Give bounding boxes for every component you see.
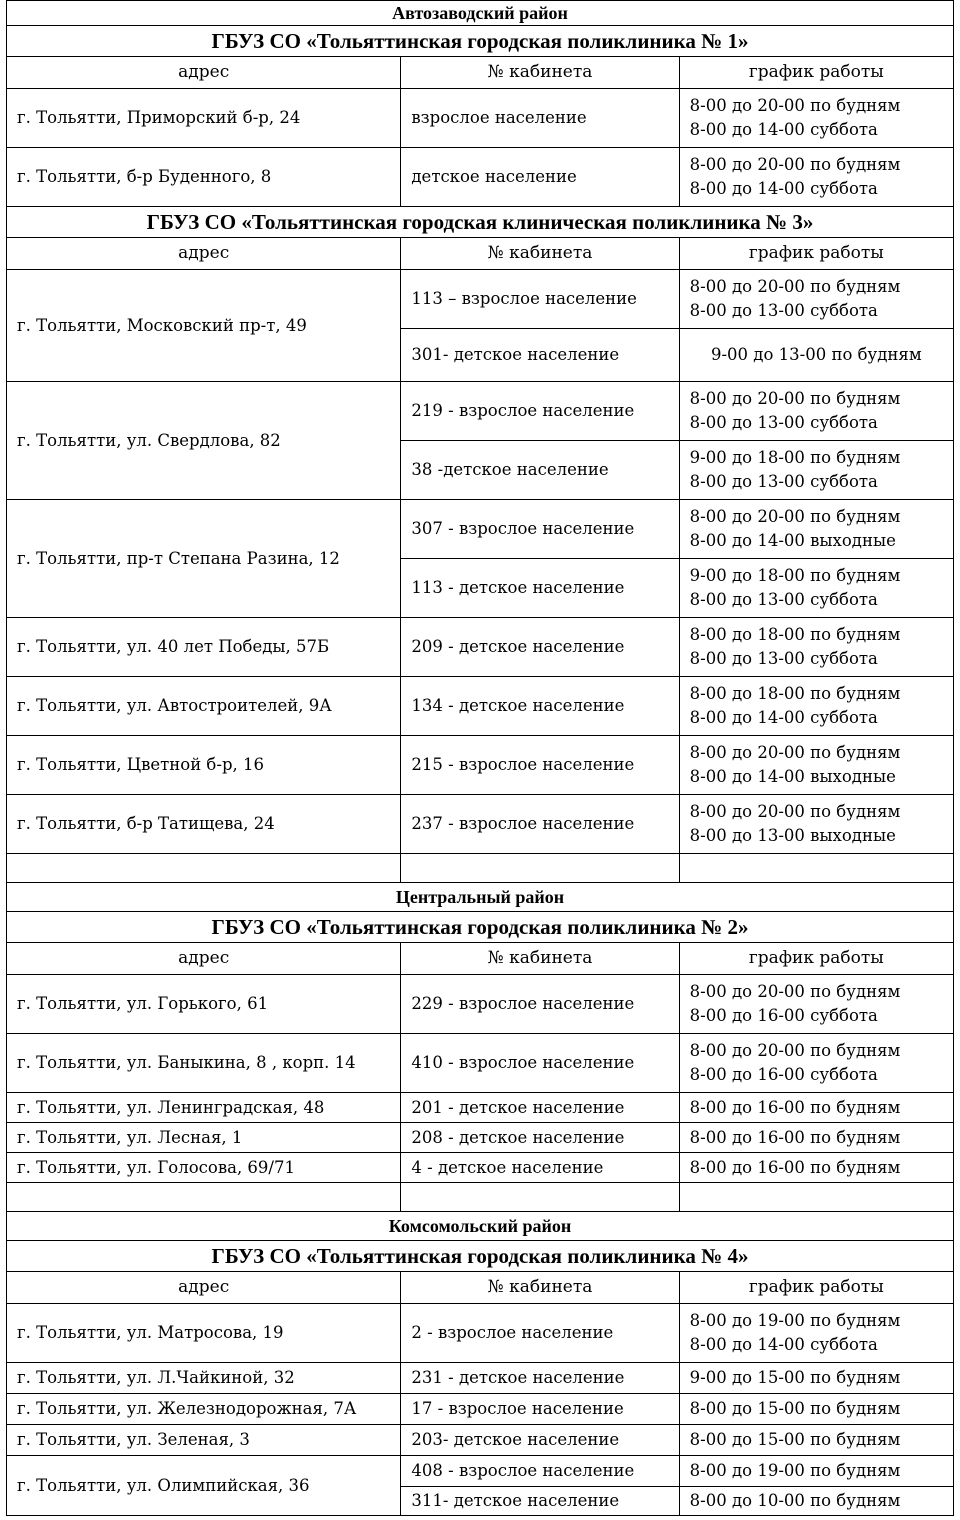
schedule-line: 8-00 до 14-00 суббота	[689, 179, 878, 198]
cabinet-header: № кабинета	[401, 238, 679, 270]
table-row	[7, 1093, 954, 1123]
table-row	[7, 382, 954, 441]
cabinet-cell: 2 - взрослое население	[401, 1304, 679, 1363]
address-cell: г. Тольятти, ул. Олимпийская, 36	[7, 1456, 401, 1516]
cabinet-cell: 208 - детское население	[401, 1123, 679, 1153]
address-cell: г. Тольятти, ул. Железнодорожная, 7А	[7, 1394, 401, 1425]
spacer-row	[7, 1183, 954, 1212]
clinic-schedule-document	[6, 0, 954, 1516]
empty-cell	[679, 854, 953, 883]
cabinet-cell: 4 - детское население	[401, 1153, 679, 1183]
schedule-line: 8-00 до 13-00 выходные	[689, 826, 896, 845]
schedule-cell	[679, 1123, 953, 1153]
schedule-cell	[679, 1425, 953, 1456]
table-row	[7, 736, 954, 795]
address-cell: г. Тольятти, ул. Л.Чайкиной, 32	[7, 1363, 401, 1394]
schedule-line: 8-00 до 20-00 по будням	[689, 802, 901, 821]
cabinet-cell: 408 - взрослое население	[401, 1456, 679, 1487]
cabinet-cell: 113 - детское население	[401, 559, 679, 618]
cabinet-cell: 203- детское население	[401, 1425, 679, 1456]
table-row	[7, 148, 954, 207]
cabinet-cell: 229 - взрослое население	[401, 975, 679, 1034]
schedule-line: 8-00 до 16-00 суббота	[689, 1006, 878, 1025]
schedule-line: 8-00 до 13-00 суббота	[689, 649, 878, 668]
schedule-line: 8-00 до 14-00 суббота	[689, 120, 878, 139]
schedule-cell	[679, 677, 953, 736]
cabinet-cell: 201 - детское население	[401, 1093, 679, 1123]
address-cell: г. Тольятти, Цветной б-р, 16	[7, 736, 401, 795]
cabinet-header: № кабинета	[401, 943, 679, 975]
schedule-header: график работы	[679, 943, 953, 975]
schedule-cell	[679, 736, 953, 795]
schedule-cell	[679, 618, 953, 677]
schedule-cell	[679, 1034, 953, 1093]
table-row	[7, 1034, 954, 1093]
column-header-row	[7, 1272, 954, 1304]
schedule-cell	[679, 795, 953, 854]
schedule-cell	[679, 89, 953, 148]
schedule-cell	[679, 1363, 953, 1394]
cabinet-cell: 215 - взрослое население	[401, 736, 679, 795]
clinic-title-row	[7, 912, 954, 943]
table-row	[7, 618, 954, 677]
cabinet-cell: 219 - взрослое население	[401, 382, 679, 441]
schedule-cell	[679, 382, 953, 441]
clinic-title: ГБУЗ СО «Тольяттинская городская поликлиника № 2»	[7, 912, 954, 943]
schedule-header: график работы	[679, 238, 953, 270]
table-row	[7, 795, 954, 854]
spacer-row	[7, 854, 954, 883]
cabinet-cell: 134 - детское население	[401, 677, 679, 736]
cabinet-cell: 231 - детское население	[401, 1363, 679, 1394]
table-row	[7, 975, 954, 1034]
district-row	[7, 883, 954, 912]
schedule-line: 8-00 до 16-00 по будням	[689, 1097, 901, 1117]
schedule-cell	[679, 975, 953, 1034]
cabinet-cell: 307 - взрослое население	[401, 500, 679, 559]
table-row	[7, 1394, 954, 1425]
cabinet-cell: взрослое население	[401, 89, 679, 148]
cabinet-cell: 237 - взрослое население	[401, 795, 679, 854]
schedule-line: 8-00 до 13-00 суббота	[689, 590, 878, 609]
clinic-title: ГБУЗ СО «Тольяттинская городская клиническая поликлиника № 3»	[7, 207, 954, 238]
table-row	[7, 1304, 954, 1363]
table-row	[7, 677, 954, 736]
schedule-cell	[679, 270, 953, 329]
column-header-row	[7, 943, 954, 975]
schedule-line: 8-00 до 16-00 суббота	[689, 1065, 878, 1084]
schedule-line: 8-00 до 10-00 по будням	[689, 1491, 901, 1510]
schedule-cell	[679, 1456, 953, 1487]
cabinet-cell: детское население	[401, 148, 679, 207]
address-cell: г. Тольятти, Московский пр-т, 49	[7, 270, 401, 382]
clinic-title-row	[7, 1241, 954, 1272]
schedule-line: 9-00 до 18-00 по будням	[689, 448, 901, 467]
table-row	[7, 270, 954, 329]
address-cell: г. Тольятти, б-р Татищева, 24	[7, 795, 401, 854]
cabinet-cell: 113 – взрослое население	[401, 270, 679, 329]
address-cell: г. Тольятти, б-р Буденного, 8	[7, 148, 401, 207]
table-row	[7, 89, 954, 148]
schedule-cell	[679, 1153, 953, 1183]
schedule-line: 8-00 до 18-00 по будням	[689, 684, 901, 703]
schedule-line: 8-00 до 15-00 по будням	[689, 1399, 901, 1418]
column-header-row	[7, 57, 954, 89]
schedule-cell	[679, 1394, 953, 1425]
schedule-line: 9-00 до 13-00 по будням	[710, 345, 922, 364]
schedule-line: 8-00 до 20-00 по будням	[689, 982, 901, 1001]
clinic-title: ГБУЗ СО «Тольяттинская городская поликлиника № 1»	[7, 26, 954, 57]
schedule-line: 8-00 до 14-00 выходные	[689, 531, 896, 550]
address-cell: г. Тольятти, ул. Ленинградская, 48	[7, 1093, 401, 1123]
schedule-line: 8-00 до 19-00 по будням	[689, 1311, 901, 1330]
table-row	[7, 1363, 954, 1394]
address-header: адрес	[7, 1272, 401, 1304]
schedule-cell	[679, 441, 953, 500]
schedule-cell	[679, 148, 953, 207]
cabinet-header: № кабинета	[401, 57, 679, 89]
schedule-line: 8-00 до 20-00 по будням	[689, 507, 901, 526]
empty-cell	[679, 1183, 953, 1212]
schedule-line: 8-00 до 20-00 по будням	[689, 155, 901, 174]
district-title: Автозаводский район	[7, 1, 954, 26]
schedule-header: график работы	[679, 57, 953, 89]
table-row	[7, 1456, 954, 1487]
address-cell: г. Тольятти, пр-т Степана Разина, 12	[7, 500, 401, 618]
table-row	[7, 1153, 954, 1183]
address-cell: г. Тольятти, Приморский б-р, 24	[7, 89, 401, 148]
schedule-cell	[679, 1487, 953, 1516]
clinic-title: ГБУЗ СО «Тольяттинская городская поликлиника № 4»	[7, 1241, 954, 1272]
schedule-header: график работы	[679, 1272, 953, 1304]
schedule-line: 8-00 до 20-00 по будням	[689, 1041, 901, 1060]
schedule-line: 8-00 до 14-00 выходные	[689, 767, 896, 786]
cabinet-cell: 311- детское население	[401, 1487, 679, 1516]
district-title: Комсомольский район	[7, 1212, 954, 1241]
schedule-line: 8-00 до 19-00 по будням	[689, 1461, 901, 1480]
district-title: Центральный район	[7, 883, 954, 912]
empty-cell	[401, 1183, 679, 1212]
district-row	[7, 1212, 954, 1241]
address-header: адрес	[7, 943, 401, 975]
address-header: адрес	[7, 238, 401, 270]
empty-cell	[401, 854, 679, 883]
schedule-line: 9-00 до 15-00 по будням	[689, 1368, 901, 1387]
clinic-title-row	[7, 26, 954, 57]
schedule-line: 8-00 до 15-00 по будням	[689, 1430, 901, 1449]
column-header-row	[7, 238, 954, 270]
table-row	[7, 1123, 954, 1153]
schedule-cell	[679, 1304, 953, 1363]
schedule-line: 8-00 до 20-00 по будням	[689, 743, 901, 762]
cabinet-cell: 301- детское население	[401, 329, 679, 382]
cabinet-cell: 17 - взрослое население	[401, 1394, 679, 1425]
table-row	[7, 500, 954, 559]
schedule-cell	[679, 559, 953, 618]
address-header: адрес	[7, 57, 401, 89]
address-cell: г. Тольятти, ул. Лесная, 1	[7, 1123, 401, 1153]
schedule-line: 8-00 до 20-00 по будням	[689, 277, 901, 296]
schedule-cell	[679, 500, 953, 559]
schedule-line: 8-00 до 13-00 суббота	[689, 301, 878, 320]
address-cell: г. Тольятти, ул. Автостроителей, 9А	[7, 677, 401, 736]
address-cell: г. Тольятти, ул. Свердлова, 82	[7, 382, 401, 500]
schedule-line: 8-00 до 20-00 по будням	[689, 96, 901, 115]
address-cell: г. Тольятти, ул. Горького, 61	[7, 975, 401, 1034]
empty-cell	[7, 854, 401, 883]
address-cell: г. Тольятти, ул. Голосова, 69/71	[7, 1153, 401, 1183]
address-cell: г. Тольятти, ул. Матросова, 19	[7, 1304, 401, 1363]
clinic-schedule-table	[6, 0, 954, 1516]
schedule-line: 8-00 до 13-00 суббота	[689, 413, 878, 432]
district-row	[7, 1, 954, 26]
address-cell: г. Тольятти, ул. Баныкина, 8 , корп. 14	[7, 1034, 401, 1093]
schedule-cell	[679, 329, 953, 382]
schedule-line: 8-00 до 14-00 суббота	[689, 1335, 878, 1354]
schedule-line: 8-00 до 16-00 по будням	[689, 1157, 901, 1177]
schedule-cell	[679, 1093, 953, 1123]
schedule-line: 8-00 до 18-00 по будням	[689, 625, 901, 644]
schedule-line: 8-00 до 13-00 суббота	[689, 472, 878, 491]
empty-cell	[7, 1183, 401, 1212]
table-row	[7, 1425, 954, 1456]
schedule-line: 8-00 до 14-00 суббота	[689, 708, 878, 727]
address-cell: г. Тольятти, ул. 40 лет Победы, 57Б	[7, 618, 401, 677]
cabinet-cell: 38 -детское население	[401, 441, 679, 500]
schedule-line: 8-00 до 20-00 по будням	[689, 389, 901, 408]
clinic-title-row	[7, 207, 954, 238]
schedule-line: 9-00 до 18-00 по будням	[689, 566, 901, 585]
address-cell: г. Тольятти, ул. Зеленая, 3	[7, 1425, 401, 1456]
cabinet-cell: 410 - взрослое население	[401, 1034, 679, 1093]
cabinet-header: № кабинета	[401, 1272, 679, 1304]
cabinet-cell: 209 - детское население	[401, 618, 679, 677]
schedule-line: 8-00 до 16-00 по будням	[689, 1127, 901, 1147]
